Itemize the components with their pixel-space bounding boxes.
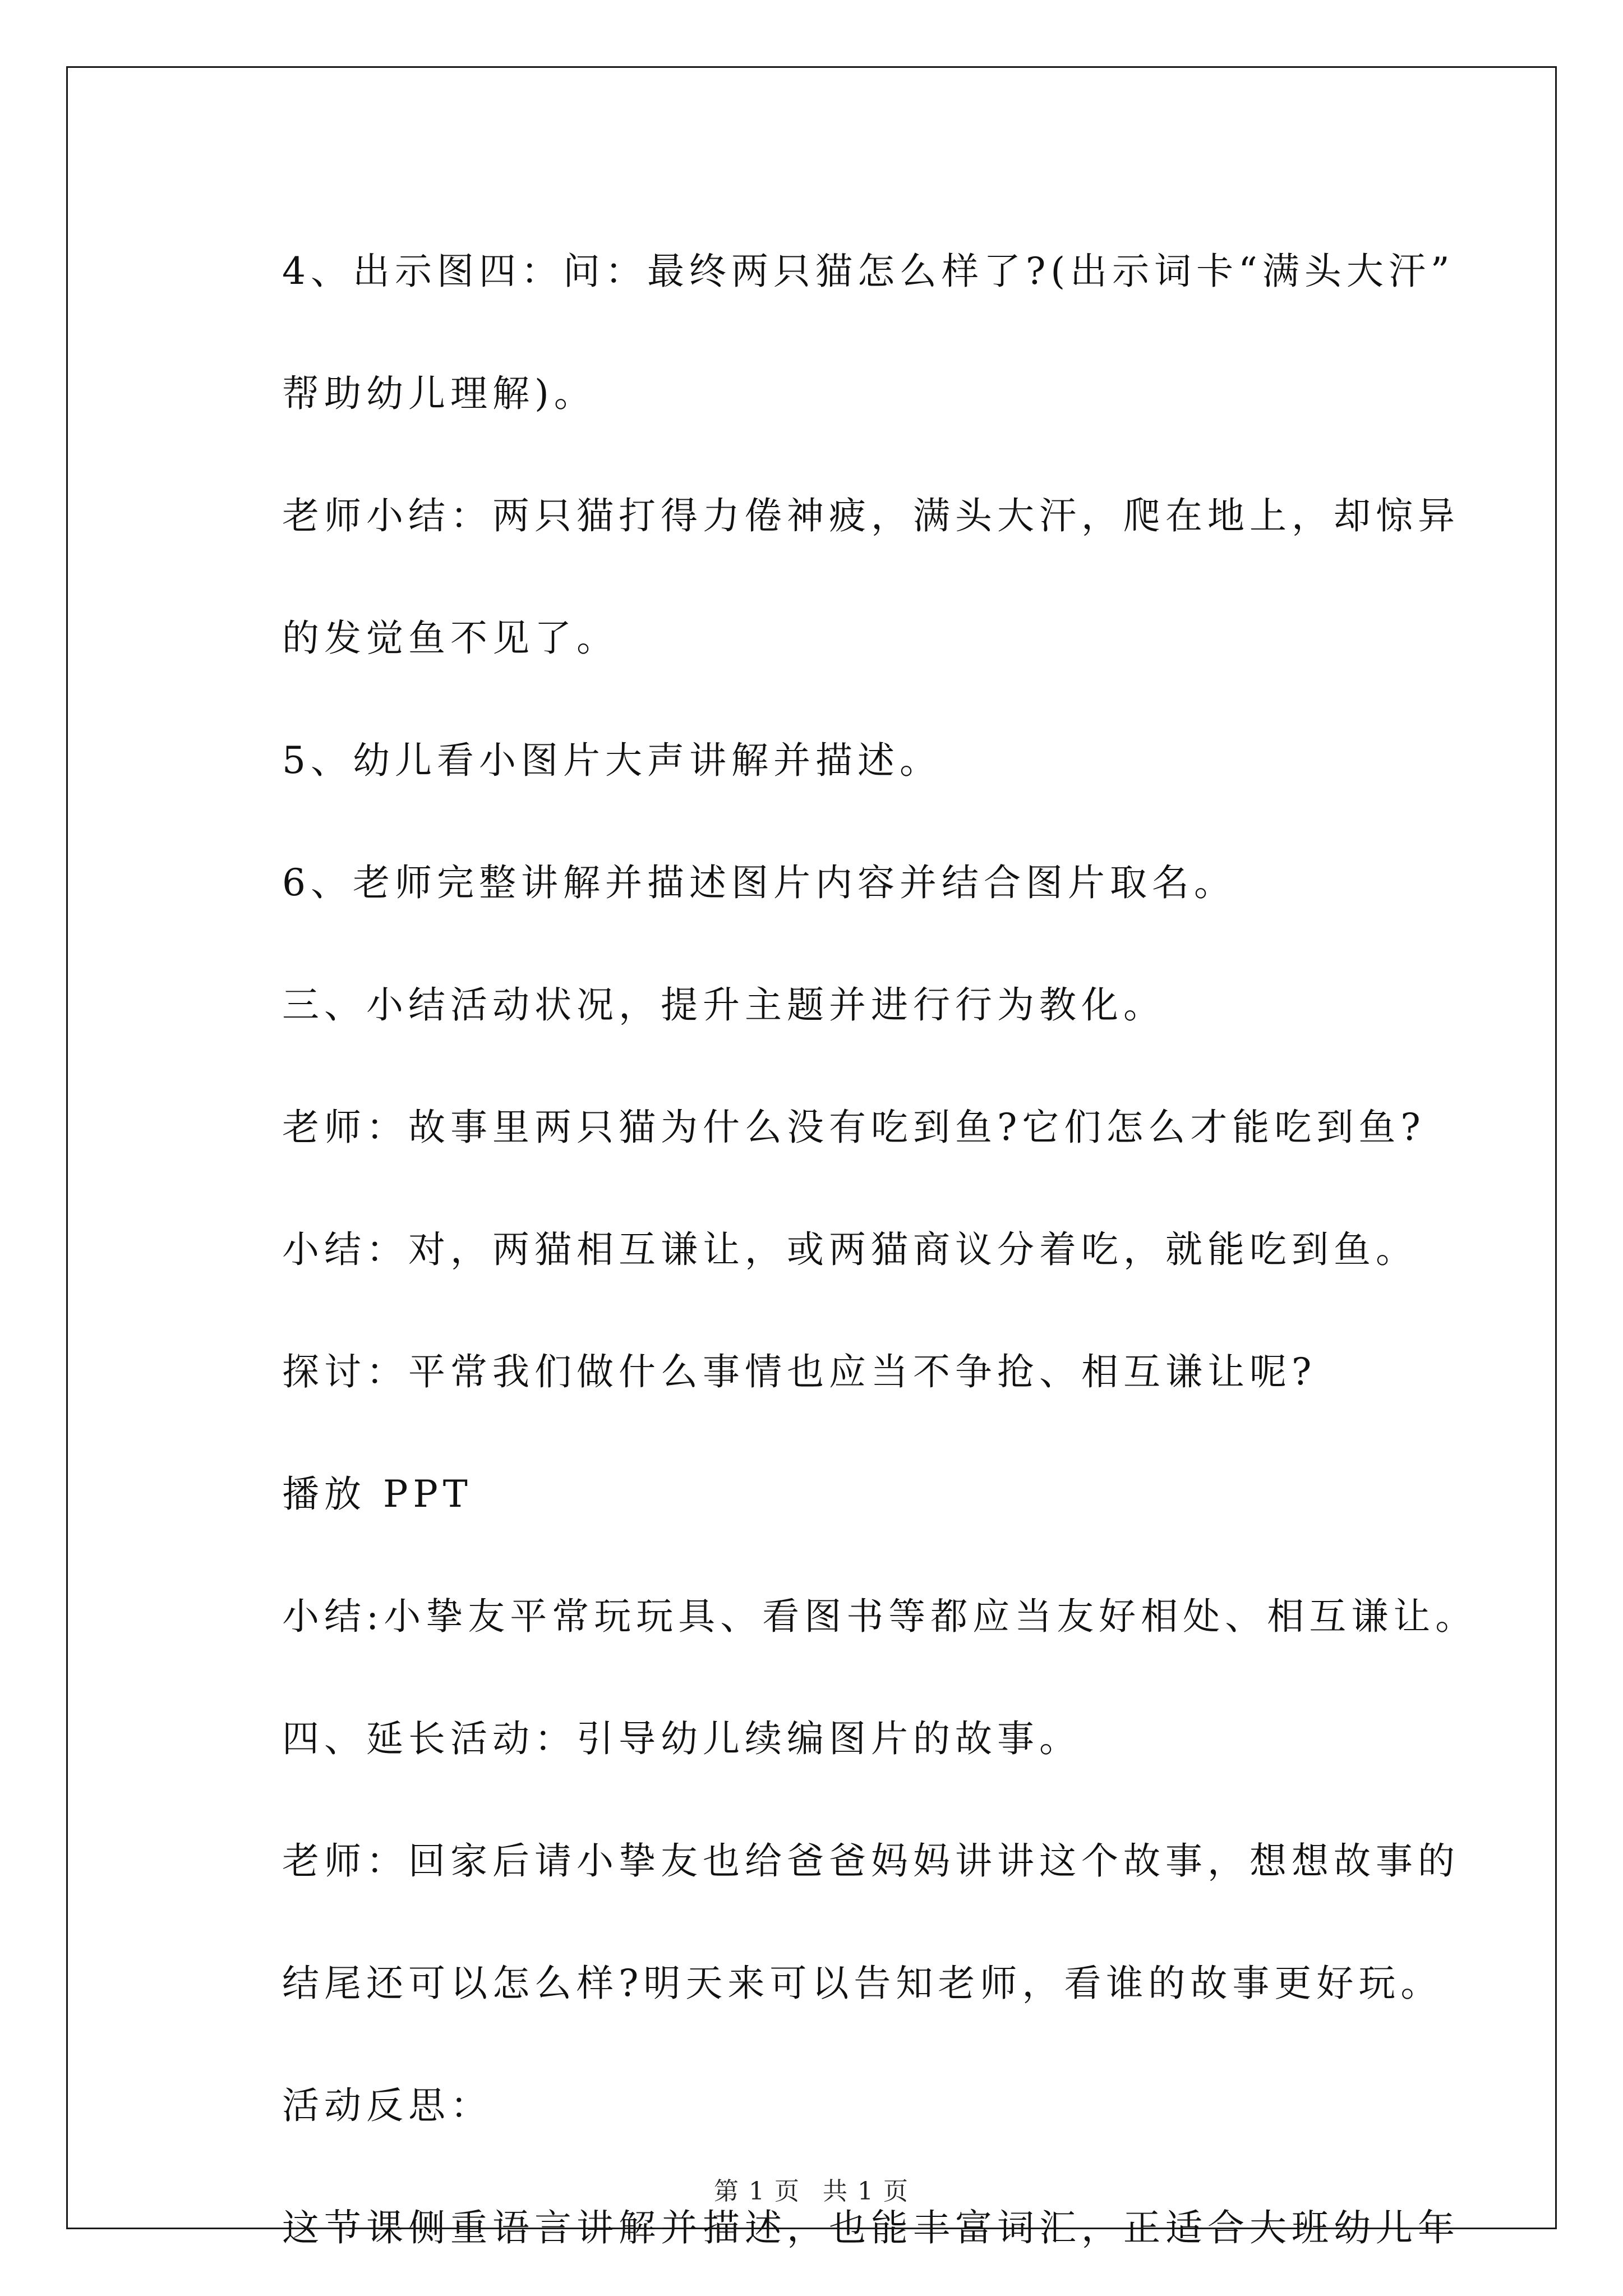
paragraph <box>199 700 1433 822</box>
text-line: 老师小结：两只猫打得力倦神疲，满头大汗，爬在地上，却惊异 <box>282 494 1460 537</box>
paragraph <box>199 210 1455 455</box>
text-line: 探讨：平常我们做什么事情也应当不争抢、相互谦让呢? <box>282 1350 1317 1393</box>
page-number: 第 1 页 <box>714 2177 800 2206</box>
paragraph <box>199 1800 1460 2045</box>
paragraph <box>199 1189 1433 1311</box>
document-body <box>199 210 1478 2289</box>
text-line: 6、老师完整讲解并描述图片内容并结合图片取名。 <box>282 861 1236 904</box>
text-line: 老师：回家后请小挚友也给爸爸妈妈讲讲这个故事，想想故事的 <box>282 1839 1460 1883</box>
text-line: 四、延长活动：引导幼儿续编图片的故事。 <box>282 1717 1081 1760</box>
paragraph <box>199 1678 1433 1800</box>
paragraph <box>199 1433 1433 1556</box>
paragraph <box>199 455 1460 700</box>
text-line: 活动反思： <box>282 2084 492 2127</box>
text-line: 小结：对，两猫相互谦让，或两猫商议分着吃，就能吃到鱼。 <box>282 1228 1418 1271</box>
text-line: 结尾还可以怎么样?明天来可以告知老师，看谁的故事更好玩。 <box>282 1962 1443 2005</box>
text-line: 帮助幼儿理解)。 <box>282 372 596 415</box>
paragraph <box>199 1066 1433 1189</box>
text-line: 播放 PPT <box>282 1473 473 1516</box>
text-line: 的发觉鱼不见了。 <box>282 616 619 660</box>
text-line: 这节课侧重语言讲解并描述，也能丰富词汇，正适合大班幼儿年 <box>282 2206 1460 2249</box>
paragraph <box>199 1311 1433 1433</box>
text-line: 4、出示图四：问：最终两只猫怎么样了?(出示词卡“满头大汗” <box>282 250 1455 293</box>
page-total: 共 1 页 <box>823 2177 909 2206</box>
text-line: 5、幼儿看小图片大声讲解并描述。 <box>282 739 942 782</box>
text-line: 小结:小挚友平常玩玩具、看图书等都应当友好相处、相互谦让。 <box>282 1595 1478 1638</box>
text-line: 三、小结活动状况，提升主题并进行行为教化。 <box>282 983 1165 1027</box>
paragraph <box>199 2045 1433 2167</box>
paragraph <box>199 944 1433 1066</box>
paragraph <box>199 1556 1478 1678</box>
paragraph <box>199 822 1433 944</box>
text-line: 老师：故事里两只猫为什么没有吃到鱼?它们怎么才能吃到鱼? <box>282 1106 1426 1149</box>
page-footer <box>0 2171 1623 2207</box>
